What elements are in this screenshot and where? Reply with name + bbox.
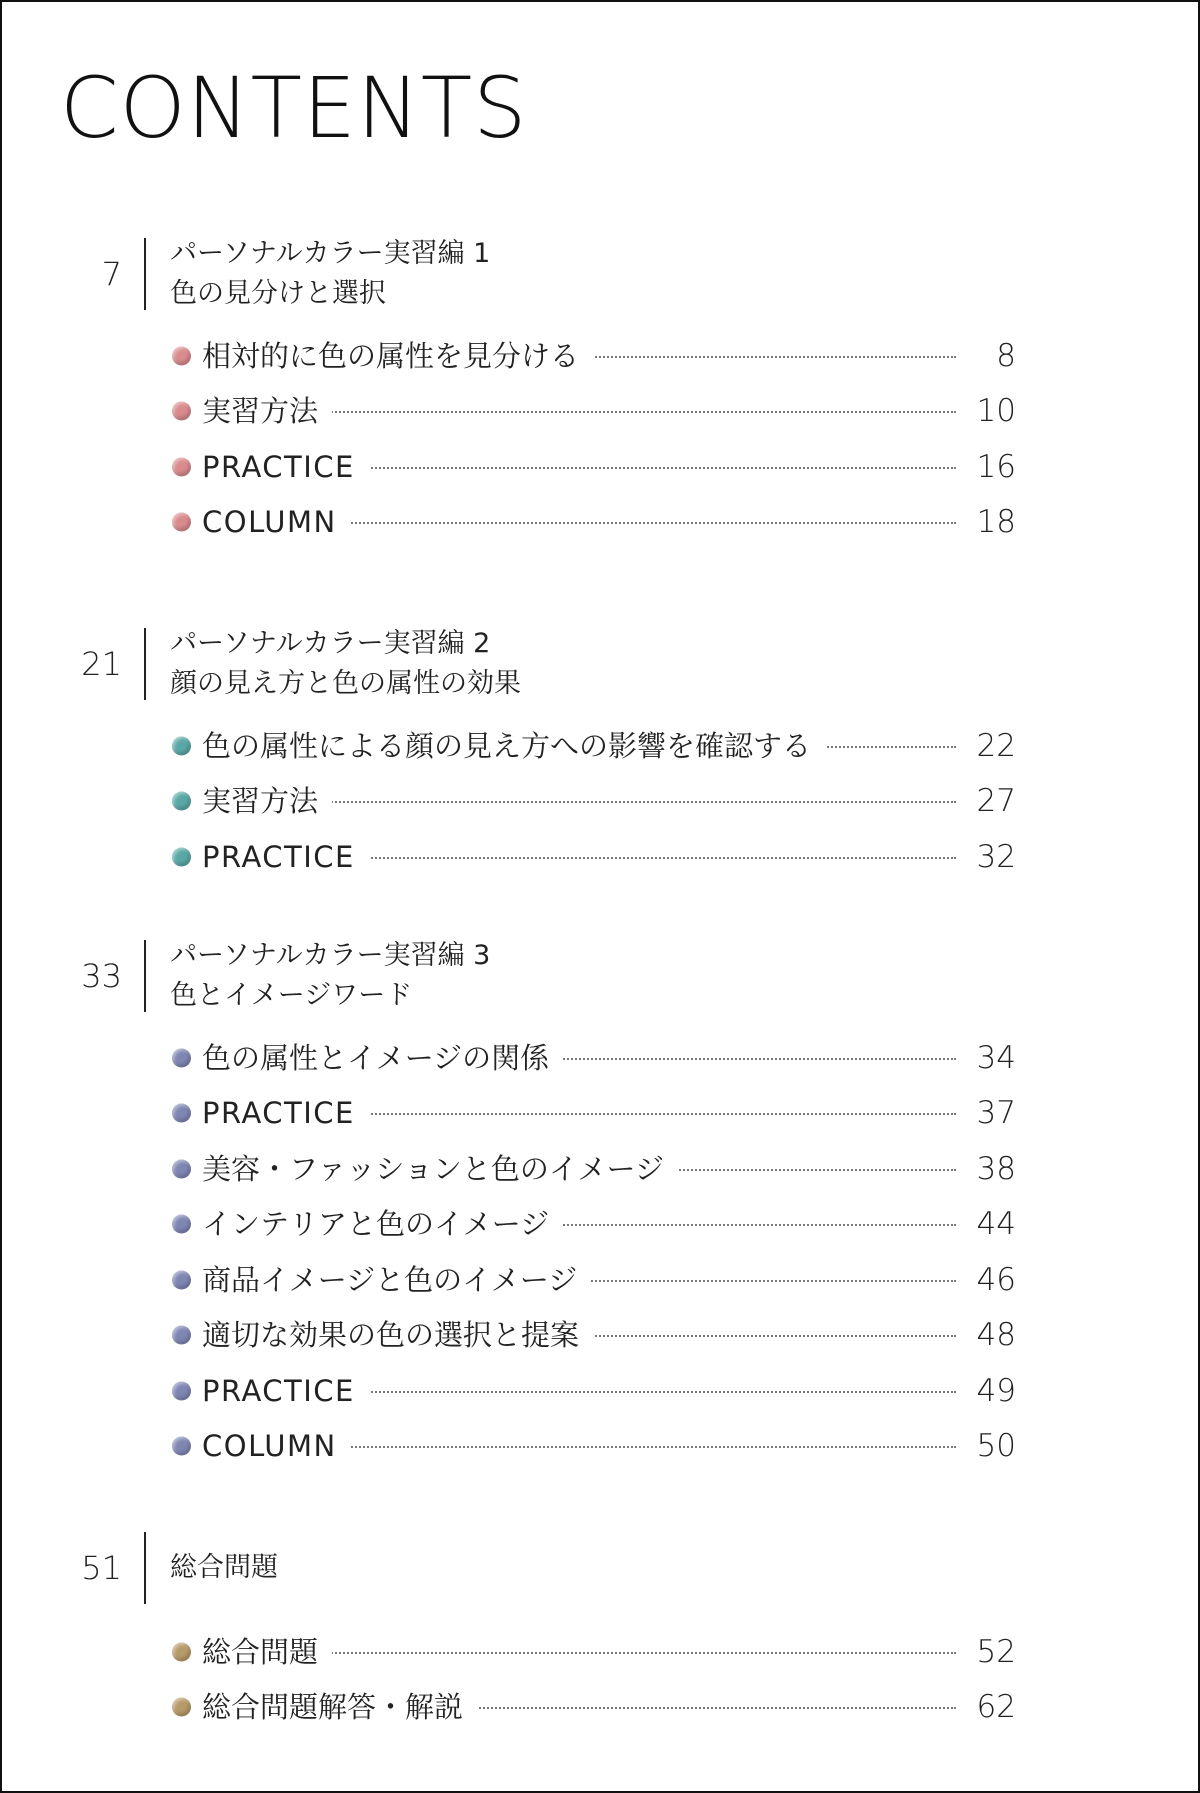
section-items — [2, 718, 1200, 885]
section-title[interactable] — [170, 628, 521, 700]
section-title[interactable] — [170, 1532, 278, 1604]
toc-entry[interactable] — [2, 439, 1200, 495]
toc-entry[interactable] — [2, 328, 1200, 384]
section-4 — [2, 1532, 1200, 1735]
toc-entry[interactable] — [2, 1197, 1200, 1253]
entry-page-number: 32 — [976, 838, 1016, 875]
entry-page-number: 22 — [976, 727, 1016, 764]
section-page-number[interactable]: 51 — [81, 1549, 122, 1587]
section-page-number[interactable]: 7 — [101, 255, 122, 293]
bullet-dot-icon — [172, 736, 191, 755]
section-divider — [144, 1532, 146, 1604]
toc-entry[interactable] — [2, 1624, 1200, 1680]
section-title-line1: パーソナルカラー実習編 2 — [170, 628, 491, 659]
entry-label: COLUMN — [202, 502, 351, 542]
bullet-dot-icon — [172, 346, 191, 365]
toc-entry[interactable] — [2, 1419, 1200, 1475]
entry-page-number: 49 — [976, 1372, 1016, 1409]
section-page-number[interactable]: 21 — [81, 645, 122, 683]
toc-entry[interactable] — [2, 1141, 1200, 1197]
bullet-dot-icon — [172, 1381, 191, 1400]
entry-page-number: 37 — [976, 1095, 1016, 1132]
entry-label: PRACTICE — [202, 837, 369, 877]
toc-entry[interactable] — [2, 1030, 1200, 1086]
entry-label: COLUMN — [202, 1426, 351, 1466]
entry-page-number: 10 — [976, 393, 1016, 430]
section-header — [2, 238, 1200, 310]
section-divider — [144, 628, 146, 700]
bullet-dot-icon — [172, 1104, 191, 1123]
entry-label: 適切な効果の色の選択と提案 — [202, 1315, 593, 1355]
entry-page-number: 62 — [976, 1689, 1016, 1726]
entry-page-number: 27 — [976, 783, 1016, 820]
section-header — [2, 1532, 1200, 1604]
section-items — [2, 1624, 1200, 1735]
toc-entry[interactable] — [2, 829, 1200, 885]
entry-label: PRACTICE — [202, 1093, 369, 1133]
toc-entry[interactable] — [2, 774, 1200, 830]
section-items — [2, 328, 1200, 550]
section-divider — [144, 238, 146, 310]
toc-entry[interactable] — [2, 1680, 1200, 1736]
entry-page-number: 8 — [996, 337, 1016, 374]
entry-page-number: 44 — [976, 1206, 1016, 1243]
entry-page-number: 50 — [976, 1428, 1016, 1465]
section-title-line1: パーソナルカラー実習編 1 — [170, 238, 491, 269]
entry-page-number: 16 — [976, 448, 1016, 485]
bullet-dot-icon — [172, 457, 191, 476]
bullet-dot-icon — [172, 847, 191, 866]
bullet-dot-icon — [172, 1215, 191, 1234]
bullet-dot-icon — [172, 402, 191, 421]
entry-page-number: 18 — [976, 504, 1016, 541]
toc-entry[interactable] — [2, 718, 1200, 774]
entry-page-number: 46 — [976, 1261, 1016, 1298]
section-divider — [144, 940, 146, 1012]
entry-page-number: 34 — [976, 1039, 1016, 1076]
entry-page-number: 48 — [976, 1317, 1016, 1354]
bullet-dot-icon — [172, 792, 191, 811]
section-2 — [2, 628, 1200, 885]
entry-label: 色の属性による顔の見え方への影響を確認する — [202, 726, 825, 766]
entry-label: 総合問題 — [202, 1632, 332, 1672]
section-title[interactable] — [170, 940, 490, 1012]
toc-entry[interactable] — [2, 1363, 1200, 1419]
entry-label: PRACTICE — [202, 1371, 369, 1411]
section-title-line2: 色の見分けと選択 — [170, 278, 386, 309]
bullet-dot-icon — [172, 1437, 191, 1456]
section-title[interactable] — [170, 238, 490, 310]
bullet-dot-icon — [172, 1159, 191, 1178]
entry-page-number: 38 — [976, 1150, 1016, 1187]
toc-entry[interactable] — [2, 1086, 1200, 1142]
bullet-dot-icon — [172, 1642, 191, 1661]
section-1 — [2, 238, 1200, 550]
toc-entry[interactable] — [2, 495, 1200, 551]
entry-label: 美容・ファッションと色のイメージ — [202, 1149, 678, 1189]
entry-label: 総合問題解答・解説 — [202, 1687, 477, 1727]
entry-page-number: 52 — [976, 1633, 1016, 1670]
entry-label: 相対的に色の属性を見分ける — [202, 336, 593, 376]
toc-entry[interactable] — [2, 1252, 1200, 1308]
entry-label: インテリアと色のイメージ — [202, 1204, 563, 1244]
section-title-line2: 顔の見え方と色の属性の効果 — [170, 668, 521, 699]
section-items — [2, 1030, 1200, 1474]
section-3 — [2, 940, 1200, 1474]
entry-label: 実習方法 — [202, 391, 332, 431]
section-title-line1: 総合問題 — [170, 1552, 278, 1583]
section-page-number[interactable]: 33 — [81, 957, 122, 995]
toc-entry[interactable] — [2, 384, 1200, 440]
page-title: CONTENTS — [60, 59, 528, 157]
entry-label: 色の属性とイメージの関係 — [202, 1038, 563, 1078]
section-header — [2, 940, 1200, 1012]
entry-label: 商品イメージと色のイメージ — [202, 1260, 591, 1300]
toc-entry[interactable] — [2, 1308, 1200, 1364]
bullet-dot-icon — [172, 1698, 191, 1717]
bullet-dot-icon — [172, 513, 191, 532]
entry-label: 実習方法 — [202, 781, 332, 821]
bullet-dot-icon — [172, 1048, 191, 1067]
section-header — [2, 628, 1200, 700]
bullet-dot-icon — [172, 1326, 191, 1345]
bullet-dot-icon — [172, 1270, 191, 1289]
entry-label: PRACTICE — [202, 447, 369, 487]
section-title-line1: パーソナルカラー実習編 3 — [170, 940, 491, 971]
section-title-line2: 色とイメージワード — [170, 980, 413, 1011]
